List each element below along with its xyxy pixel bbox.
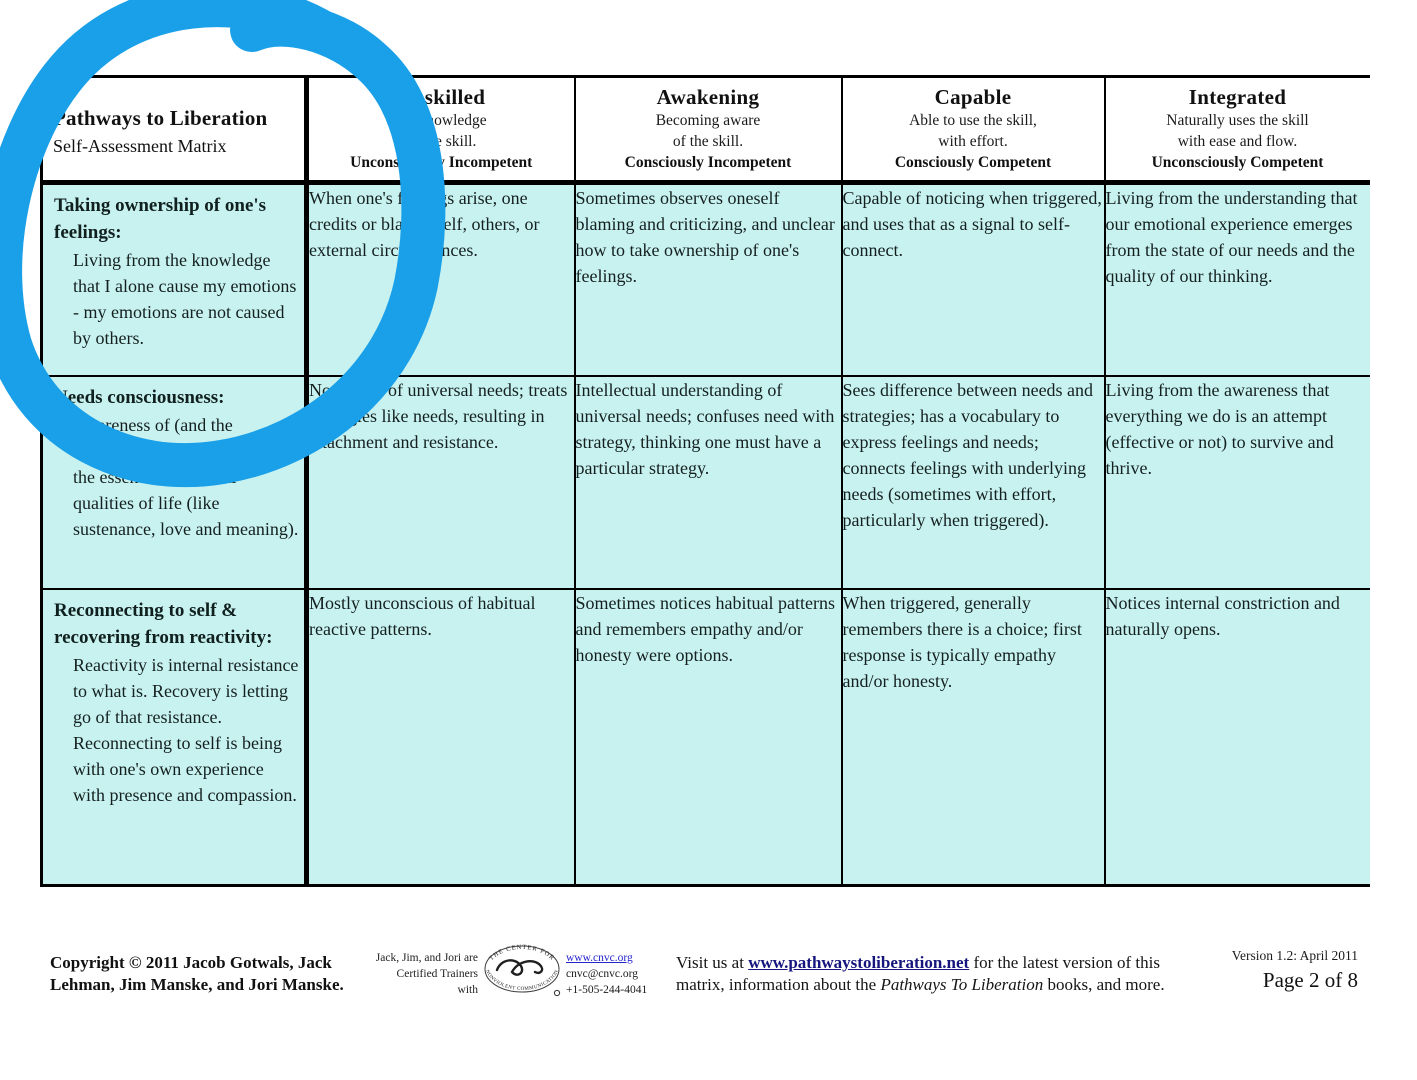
cnvc-contact-block <box>566 950 686 998</box>
column-title: Unskilled <box>397 85 486 109</box>
page-subtitle: Self-Assessment Matrix <box>53 136 227 156</box>
page-title: Pathways to Liberation <box>53 106 268 130</box>
pathways-website-link[interactable]: www.pathwaystoliberation.net <box>748 953 970 972</box>
row-description: Reactivity is internal resistance to what is. Recovery is letting go of that resistance. Reconnecting to self is being with one's own experience with presence and compassion. <box>73 655 299 805</box>
row-title: Needs consciousness: <box>54 387 225 408</box>
trainers-line: Certified Trainers <box>396 968 478 980</box>
column-desc: with ease and flow. <box>1177 133 1298 150</box>
column-competence-level: Consciously Incompetent <box>624 154 792 171</box>
column-competence-level: Unconsciously Competent <box>1151 154 1324 171</box>
logo-bottom-text: NONVIOLENT COMMUNICATION <box>484 969 560 993</box>
trainers-line: with <box>457 984 478 996</box>
row-description: Awareness of (and the willingness to honor) needs, the essential, universal qualities of life (like sustenance, love and meaning). <box>73 415 299 539</box>
column-desc: of the skill. <box>406 133 477 150</box>
logo-top-text: THE CENTER FOR <box>487 943 557 963</box>
cnvc-website-link[interactable]: www.cnvc.org <box>566 952 633 964</box>
visit-us-text <box>676 952 1192 996</box>
column-desc: No knowledge <box>395 112 487 129</box>
visit-mid: for the latest version of this matrix, information about the <box>676 953 1160 994</box>
row-label-reconnecting <box>42 589 307 886</box>
column-header-capable <box>842 77 1105 183</box>
cell-needs-consciousness-unskilled: Not aware of universal needs; treats strategies like needs, resulting in attachment and resistance. <box>307 376 575 589</box>
cell-taking-ownership-integrated: Living from the understanding that our emotional experience emerges from the state of our needs and the quality of our thinking. <box>1105 183 1370 377</box>
cell-needs-consciousness-integrated: Living from the awareness that everything we do is an attempt (effective or not) to survive and thrive. <box>1105 376 1370 589</box>
column-competence-level: Consciously Competent <box>894 154 1052 171</box>
cell-taking-ownership-unskilled: When one's feelings arise, one credits or blames self, others, or external circumstances. <box>307 183 575 377</box>
logo-mark-icon <box>554 990 559 995</box>
column-competence-level: Unconsciously Incompetent <box>350 154 533 171</box>
page-number: Page 2 of 8 <box>1262 968 1358 992</box>
cell-reconnecting-unskilled: Mostly unconscious of habitual reactive patterns. <box>307 589 575 886</box>
cell-needs-consciousness-capable: Sees difference between needs and strategies; has a vocabulary to express feelings and needs; connects feelings with underlying needs (sometimes with effort, particularly when triggered). <box>842 376 1105 589</box>
cell-taking-ownership-capable: Capable of noticing when triggered, and uses that as a signal to self-connect. <box>842 183 1105 377</box>
cnvc-logo-icon <box>482 942 564 1000</box>
row-label-needs-consciousness <box>42 376 307 589</box>
visit-suffix: books, and more. <box>1043 975 1165 994</box>
cell-reconnecting-capable: When triggered, generally remembers there is a choice; first response is typically empathy and/or honesty. <box>842 589 1105 886</box>
trainers-line: Jack, Jim, and Jori are <box>375 952 478 964</box>
column-header-awakening <box>575 77 842 183</box>
row-title: Taking ownership of one's feelings: <box>54 195 267 243</box>
column-header-integrated <box>1105 77 1370 183</box>
column-desc: Naturally uses the skill <box>1166 112 1309 129</box>
version-text: Version 1.2: April 2011 <box>1231 948 1358 963</box>
cnvc-email: cnvc@cnvc.org <box>566 968 639 980</box>
cell-needs-consciousness-awakening: Intellectual understanding of universal needs; confuses need with strategy, thinking one must have a particular strategy. <box>575 376 842 589</box>
visit-prefix: Visit us at <box>676 953 749 972</box>
cell-reconnecting-awakening: Sometimes notices habitual patterns and remembers empathy and/or honesty were options. <box>575 589 842 886</box>
cell-reconnecting-integrated: Notices internal constriction and naturally opens. <box>1105 589 1370 886</box>
row-description: Living from the knowledge that I alone cause my emotions - my emotions are not caused by others. <box>73 250 297 348</box>
row-title: Reconnecting to self & recovering from reactivity: <box>54 600 273 648</box>
version-block <box>1140 948 1358 993</box>
row-label-taking-ownership <box>42 183 307 377</box>
column-desc: Able to use the skill, <box>909 112 1037 129</box>
matrix-header-cell <box>42 77 307 183</box>
column-title: Awakening <box>656 85 760 109</box>
cell-taking-ownership-awakening: Sometimes observes oneself blaming and criticizing, and unclear how to take ownership of one's feelings. <box>575 183 842 377</box>
assessment-matrix-table <box>40 75 1370 887</box>
logo-glyph <box>497 960 542 974</box>
column-header-unskilled <box>307 77 575 183</box>
visit-book-title: Pathways To Liberation <box>880 975 1044 994</box>
column-desc: with effort. <box>938 133 1008 150</box>
cnvc-phone: +1-505-244-4041 <box>566 984 648 996</box>
trainers-text <box>366 950 478 998</box>
svg-text:THE CENTER FOR <box>488 944 556 962</box>
column-title: Capable <box>934 85 1012 109</box>
column-desc: Becoming aware <box>655 112 761 129</box>
column-desc: of the skill. <box>672 133 744 150</box>
copyright-text: Copyright © 2011 Jacob Gotwals, Jack Lehman, Jim Manske, and Jori Manske. <box>50 953 344 994</box>
column-title: Integrated <box>1188 85 1287 109</box>
